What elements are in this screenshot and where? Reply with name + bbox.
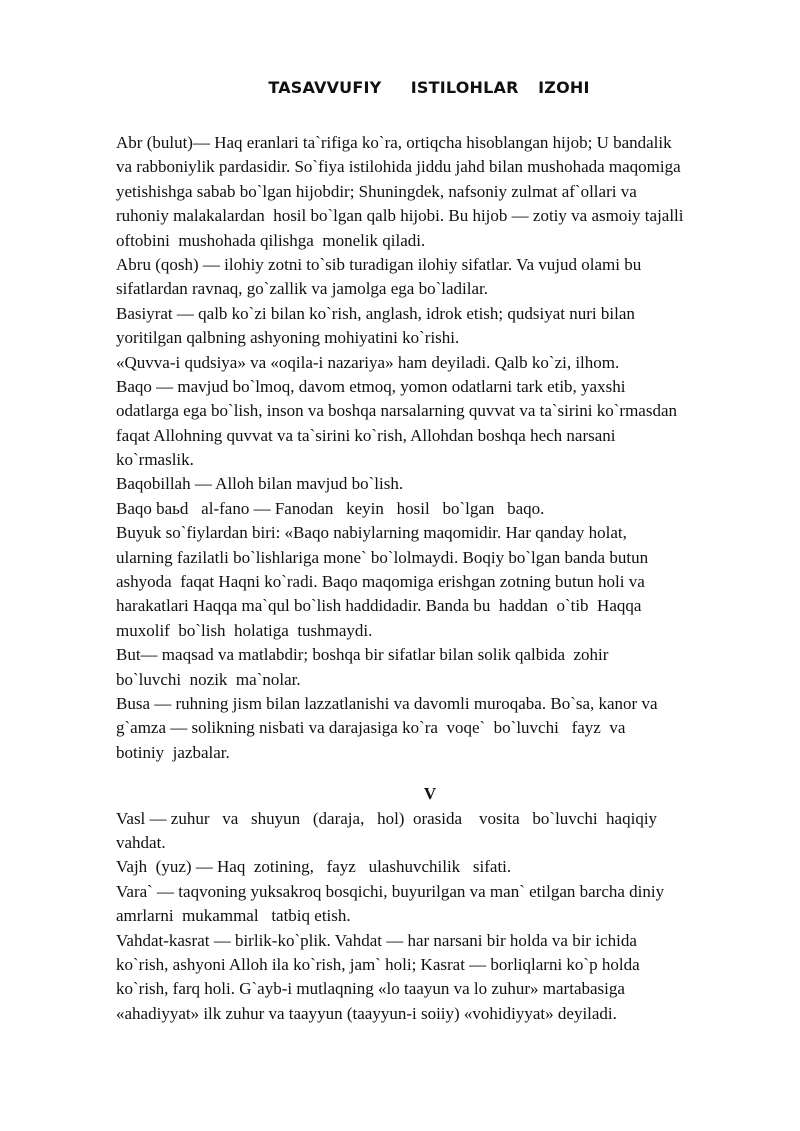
text-line: Vasl — zuhur va shuyun (daraja, hol) orasida vosita bo`luvchi haqiqiy <box>116 808 658 828</box>
text-line: Vajh (yuz) — Haq zotining, fayz ulashuvchilik sifati. <box>116 857 512 877</box>
text-line: botiniy jazbalar. <box>116 742 230 762</box>
text-line: «ahadiyyat» ilk zuhur va taayyun (taayyun-i soiiy) «vohidiyyat» deyiladi. <box>116 1003 617 1023</box>
text-line: va rabboniylik pardasidir. So`fiya istilohida jiddu jahd bilan mushohada maqomiga <box>116 157 681 177</box>
text-line: But— maqsad va matlabdir; boshqa bir sifatlar bilan solik qalbida zohir <box>116 645 609 665</box>
section-letter: V <box>423 784 437 804</box>
text-line: muxolif bo`lish holatiga tushmaydi. <box>116 620 373 640</box>
text-line: «Quvva-i qudsiya» va «oqila-i nazariya» ham deyiladi. Qalb ko`zi, ilhom. <box>116 352 620 372</box>
text-line: yoritilgan qalbning ashyoning mohiyatini ko`rishi. <box>116 328 460 348</box>
text-line: Abr (bulut)— Haq eranlari ta`rifiga ko`ra, ortiqcha hisoblangan hijob; U bandalik <box>116 133 672 152</box>
text-line: Busa — ruhning jism bilan lazzatlanishi va davomli muroqaba. Bo`sa, kanor va <box>116 693 658 713</box>
text-line: Baqo baьd al-fano — Fanodan keyin hosil bo`lgan baqo. <box>116 498 545 518</box>
text-line: oftobini mushohada qilishga monelik qiladi. <box>116 230 426 250</box>
document-title: TASAVVUFIY ISTILOHLAR IZOHI <box>268 78 590 97</box>
glossary-block-a <box>116 131 766 765</box>
text-line: ularning fazilatli bo`lishlariga mone` bo`lolmaydi. Boqiy bo`lgan banda butun <box>116 547 649 567</box>
text-line: yetishishga sabab bo`lgan hijobdir; Shuningdek, nafsoniy zulmat af`ollari va <box>116 181 637 201</box>
text-line: ko`rmaslik. <box>116 450 194 470</box>
text-line: Buyuk so`fiylardan biri: «Baqo nabiylarning maqomidir. Har qanday holat, <box>116 523 627 543</box>
text-line: Basiyrat — qalb ko`zi bilan ko`rish, anglash, idrok etish; qudsiyat nuri bilan <box>116 303 635 323</box>
text-line: Baqo — mavjud bo`lmoq, davom etmoq, yomon odatlarni tark etib, yaxshi <box>116 376 626 396</box>
text-line: Vahdat-kasrat — birlik-ko`plik. Vahdat — har narsani bir holda va bir ichida <box>116 930 637 950</box>
section-gap <box>116 765 766 782</box>
text-line: vahdat. <box>116 832 166 852</box>
text-line: odatlarga ega bo`lish, inson va boshqa narsalarning quvvat va ta`sirini ko`rmasdan <box>116 401 678 421</box>
text-line: ashyoda faqat Haqni ko`radi. Baqo maqomiga erishgan zotning butun holi va <box>116 572 645 592</box>
text-line: ko`rish, farq holi. G`ayb-i mutlaqning «lo taayun va lo zuhur» martabasiga <box>116 979 625 999</box>
text-line: sifatlardan ravnaq, go`zallik va jamolga ega bo`ladilar. <box>116 279 488 299</box>
document-body <box>116 131 766 1026</box>
text-line: Abru (qosh) — ilohiy zotni to`sib turadigan ilohiy sifatlar. Va vujud olami bu <box>116 254 642 274</box>
text-line: ruhoniy malakalardan hosil bo`lgan qalb hijobi. Bu hijob — zotiy va asmoiy tajalli <box>116 206 684 226</box>
text-line: faqat Allohning quvvat va ta`sirini ko`rish, Allohdan boshqa hech narsani <box>116 425 616 445</box>
glossary-block-b <box>116 807 766 1027</box>
text-line: Baqobillah — Alloh bilan mavjud bo`lish. <box>116 474 404 494</box>
text-line: ko`rish, ashyoni Alloh ila ko`rish, jam` holi; Kasrat — borliqlarni ko`p holda <box>116 954 640 974</box>
text-line: bo`luvchi nozik ma`nolar. <box>116 669 301 689</box>
text-line: amrlarni mukammal tatbiq etish. <box>116 906 351 926</box>
text-line: harakatlari Haqqa ma`qul bo`lish haddidadir. Banda bu haddan o`tib Haqqa <box>116 596 642 616</box>
text-line: g`amza — solikning nisbati va darajasiga ko`ra voqe` bo`luvchi fayz va <box>116 718 626 738</box>
text-line: Vara` — taqvoning yuksakroq bosqichi, buyurilgan va man` etilgan barcha diniy <box>116 881 665 901</box>
